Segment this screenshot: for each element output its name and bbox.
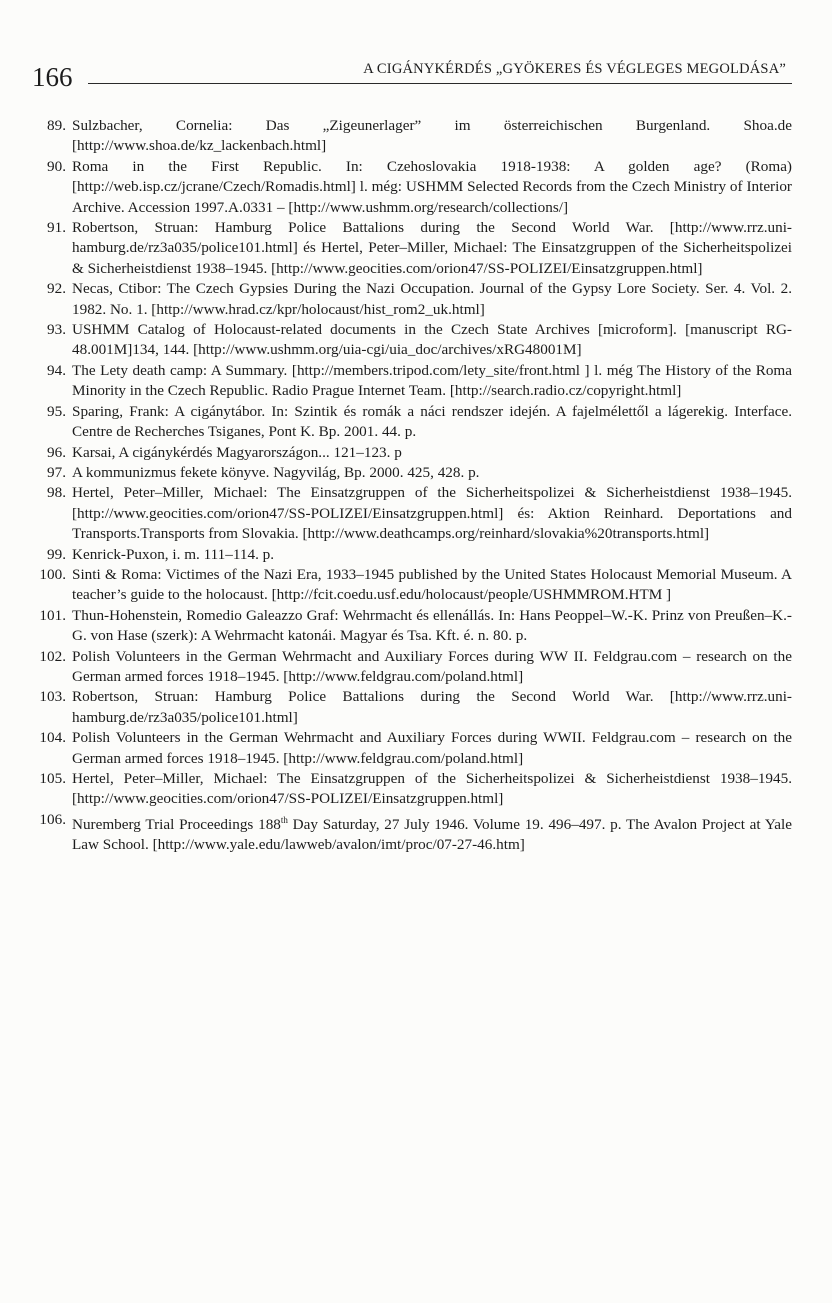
endnote-text: Nuremberg Trial Proceedings 188th Day Saturday, 27 July 1946. Volume 19. 496–497. p. The Avalon Project at Yale Law School. [http://www.yale.edu/lawweb/avalon/imt/proc/07-27-46.htm]	[72, 814, 792, 854]
endnote-number: 89.	[47, 117, 66, 134]
endnote-item	[47, 402, 792, 443]
endnote-text: Hertel, Peter–Miller, Michael: The Einsatzgruppen of the Sicherheitspolizei & Sicherheistdienst 1938–1945. [http://www.geocities.com/orion47/SS-POLIZEI/Einsatzgruppen.html]	[72, 770, 792, 808]
endnote-item	[47, 279, 792, 320]
endnotes-list	[39, 116, 792, 856]
endnote-number: 106.	[39, 810, 66, 828]
endnote-number: 95.	[47, 402, 66, 420]
endnote-item	[39, 647, 792, 688]
endnote-item	[39, 606, 792, 647]
endnote-number: 101.	[39, 606, 66, 624]
endnote-text: Polish Volunteers in the German Wehrmacht and Auxiliary Forces during WWII. Feldgrau.com – research on the German armed forces 1918–1945. [http://www.feldgrau.com/poland.html]	[72, 729, 792, 767]
endnote-item	[39, 565, 792, 606]
endnote-item	[47, 443, 792, 463]
endnote-number: 94.	[47, 361, 66, 379]
endnote-number: 98.	[47, 484, 66, 502]
page-number: 166	[32, 62, 73, 92]
endnote-number: 91.	[47, 219, 66, 237]
endnote-text: Karsai, A cigánykérdés Magyarországon... 121–123. p	[72, 443, 402, 461]
endnote-number: 100.	[39, 565, 66, 583]
endnote-item	[47, 361, 792, 402]
endnote-text: The Lety death camp: A Summary. [http://members.tripod.com/lety_site/front.html ] l. még The History of the Roma Minority in the Czech Republic. Radio Prague Internet Team. [http://search.radio.cz/copyright.html]	[72, 361, 792, 400]
endnote-text: Roma in the First Republic. In: Czehoslovakia 1918-1938: A golden age? (Roma) [http://web.isp.cz/jcrane/Czech/Romadis.html] l. még: USHMM Selected Records from the Czech Ministry of Interior Archive. Accession 1997.A.0331 – [http://www.ushmm.org/research/collections/]	[72, 157, 792, 216]
endnote-number: 96.	[47, 443, 66, 461]
endnote-number: 103.	[39, 688, 66, 706]
endnote-text: Sinti & Roma: Victimes of the Nazi Era, 1933–1945 published by the United States Holocaust Memorial Museum. A teacher’s guide to the holocaust. [http://fcit.coedu.usf.edu/holocaust/people/USHMMROM.HTM ]	[72, 565, 792, 604]
endnote-text: Hertel, Peter–Miller, Michael: The Einsatzgruppen of the Sicherheitspolizei & Sicherheistdienst 1938–1945. [http://www.geocities.com/orion47/SS-POLIZEI/Einsatzgruppen.html] és: Aktion Reinhard. Deportations and Transports.Transports from Slovakia. [http://www.deathcamps.org/reinhard/slovakia%20transports.html]	[72, 484, 792, 543]
endnote-text: A kommunizmus fekete könyve. Nagyvilág, Bp. 2000. 425, 428. p.	[72, 463, 480, 481]
endnote-number: 104.	[39, 729, 66, 747]
endnote-text: Necas, Ctibor: The Czech Gypsies During the Nazi Occupation. Journal of the Gypsy Lore Society. Ser. 4. Vol. 2. 1982. No. 1. [http://www.hrad.cz/kpr/holocaust/hist_rom2_uk.html]	[72, 280, 792, 318]
endnote-item	[39, 728, 792, 769]
endnote-item	[47, 116, 792, 157]
endnote-text: Thun-Hohenstein, Romedio Galeazzo Graf: Wehrmacht és ellenállás. In: Hans Peoppel–W.-K. Prinz von Preußen–K.-G. von Hase (szerk): A Wehrmacht katonái. Magyar és Tsa. Kft. é. n. 80. p.	[72, 606, 792, 645]
endnote-number: 92.	[47, 280, 66, 298]
endnote-text: Kenrick-Puxon, i. m. 111–114. p.	[72, 545, 275, 563]
endnote-text: Polish Volunteers in the German Wehrmacht and Auxiliary Forces during WW II. Feldgrau.com – research on the German armed forces 1918–1945. [http://www.feldgrau.com/poland.html]	[72, 647, 792, 685]
endnote-number: 90.	[47, 157, 66, 175]
endnote-item	[47, 483, 792, 544]
endnote-text: Robertson, Struan: Hamburg Police Battalions during the Second World War. [http://www.rrz.uni-hamburg.de/rz3a035/police101.html] és Hertel, Peter–Miller, Michael: The Einsatzgruppen of the Sicherheitspolizei & Sicherheistdienst 1938–1945. [http://www.geocities.com/orion47/SS-POLIZEI/Einsatzgruppen.html]	[72, 219, 792, 277]
endnote-text: Sparing, Frank: A cigánytábor. In: Szintik és romák a náci rendszer idején. A fajelmélettől a lágerekig. Interface. Centre de Recherches Tsiganes, Pont K. Bp. 2001. 44. p.	[72, 402, 792, 441]
running-title: A CIGÁNYKÉRDÉS „GYÖKERES ÉS VÉGLEGES MEGOLDÁSA”	[363, 61, 786, 77]
endnote-text: Sulzbacher, Cornelia: Das „Zigeunerlager” im österreichischen Burgenland. Shoa.de [http://www.shoa.de/kz_lackenbach.html]	[72, 117, 792, 155]
header-rule	[88, 83, 792, 84]
endnote-item	[39, 810, 792, 856]
endnote-item	[39, 687, 792, 728]
endnote-item	[47, 545, 792, 565]
endnote-number: 102.	[39, 647, 66, 665]
endnote-text: USHMM Catalog of Holocaust-related documents in the Czech State Archives [microform]. [manuscript RG-48.001M]134, 144. [http://www.ushmm.org/uia-cgi/uia_doc/archives/xRG48001M]	[72, 321, 792, 359]
endnote-number: 97.	[47, 463, 66, 481]
endnote-number: 99.	[47, 545, 66, 563]
endnote-item	[47, 463, 792, 483]
endnote-item	[47, 320, 792, 361]
endnote-item	[39, 769, 792, 810]
endnote-item	[47, 218, 792, 279]
endnote-number: 93.	[47, 321, 66, 339]
endnote-text: Robertson, Struan: Hamburg Police Battalions during the Second World War. [http://www.rrz.uni-hamburg.de/rz3a035/police101.html]	[72, 688, 792, 726]
endnote-number: 105.	[39, 770, 66, 787]
endnote-item	[47, 157, 792, 218]
